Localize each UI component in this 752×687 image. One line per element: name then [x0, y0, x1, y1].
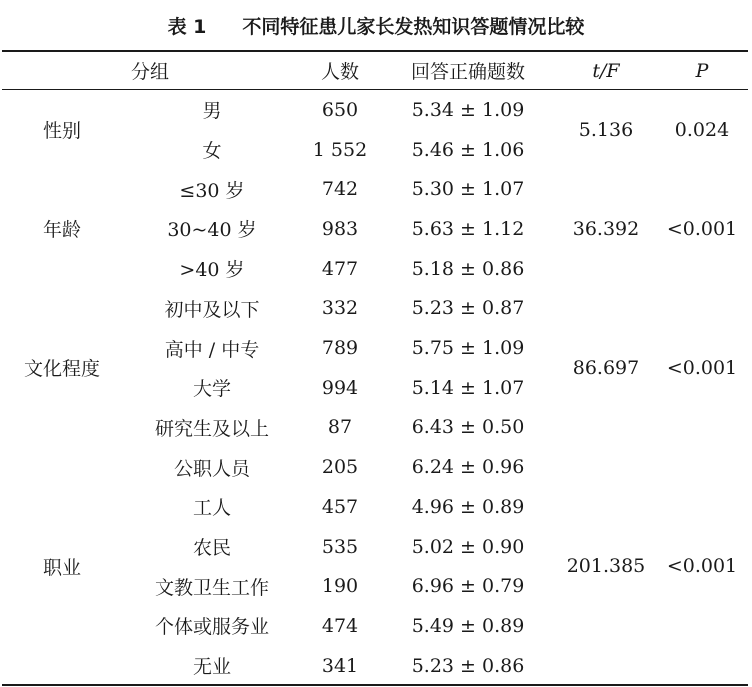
subgroup-label: 男	[202, 100, 222, 123]
subgroup-label: 初中及以下	[164, 298, 260, 321]
count-value: 341	[321, 654, 359, 677]
count-value: 742	[321, 178, 359, 201]
subgroup-label: 农民	[192, 537, 231, 560]
subgroup-label: 研究生及以上	[154, 417, 269, 440]
score-value: 5.75 ± 1.09	[411, 337, 525, 360]
group-label: 性别	[42, 120, 81, 143]
count-value: 535	[321, 535, 359, 558]
score-value: 5.14 ± 1.07	[411, 376, 525, 399]
score-value: 5.49 ± 0.89	[411, 614, 525, 637]
score-value: 4.96 ± 0.89	[411, 495, 525, 518]
subgroup-label: 无业	[192, 656, 231, 679]
count-value: 983	[321, 217, 359, 240]
count-value: 994	[321, 376, 359, 399]
group-p-value: <0.001	[666, 555, 738, 578]
count-value: 650	[321, 98, 359, 121]
group-p-value: <0.001	[666, 217, 738, 240]
count-value: 332	[321, 297, 359, 320]
table-title: 不同特征患儿家长发热知识答题情况比较	[242, 15, 585, 38]
score-value: 6.43 ± 0.50	[411, 416, 525, 439]
table-caption	[0, 0, 752, 50]
group-stat: 5.136	[578, 118, 634, 141]
group-stat: 36.392	[572, 217, 640, 240]
count-value: 1 552	[312, 138, 368, 161]
subgroup-label: 个体或服务业	[154, 616, 269, 639]
group-label: 年龄	[42, 219, 81, 242]
header-score: 回答正确题数	[410, 61, 525, 83]
score-value: 5.23 ± 0.87	[411, 297, 525, 320]
subgroup-label: 高中 / 中专	[164, 338, 260, 361]
header-group: 分组	[130, 61, 169, 83]
count-value: 474	[321, 614, 359, 637]
count-value: 87	[327, 416, 353, 439]
count-value: 457	[321, 495, 359, 518]
score-value: 5.02 ± 0.90	[411, 535, 525, 558]
header-count: 人数	[320, 61, 359, 83]
subgroup-label: 文教卫生工作	[154, 576, 269, 599]
header-stat: t/F	[592, 59, 620, 82]
score-value: 5.18 ± 0.86	[411, 257, 525, 280]
score-value: 6.96 ± 0.79	[411, 575, 525, 598]
group-label: 职业	[42, 556, 81, 579]
subgroup-label: >40 岁	[179, 259, 245, 282]
count-value: 190	[321, 575, 359, 598]
score-value: 5.34 ± 1.09	[411, 98, 525, 121]
table-number: 表 1	[167, 15, 207, 38]
count-value: 477	[321, 257, 359, 280]
group-p-value: 0.024	[674, 118, 730, 141]
subgroup-label: ≤30 岁	[179, 179, 245, 202]
count-value: 205	[321, 456, 359, 479]
subgroup-label: 工人	[192, 497, 231, 520]
subgroup-label: 公职人员	[173, 457, 250, 480]
group-label: 文化程度	[23, 358, 100, 381]
subgroup-label: 30~40 岁	[167, 219, 257, 242]
subgroup-label: 大学	[192, 378, 231, 401]
group-stat: 201.385	[566, 555, 646, 578]
score-value: 5.63 ± 1.12	[411, 217, 525, 240]
score-value: 5.46 ± 1.06	[411, 138, 525, 161]
group-stat: 86.697	[572, 356, 640, 379]
header-p: P	[695, 59, 709, 82]
score-value: 5.23 ± 0.86	[411, 654, 525, 677]
bottom-rule	[2, 684, 748, 686]
group-p-value: <0.001	[666, 356, 738, 379]
count-value: 789	[321, 337, 359, 360]
score-value: 6.24 ± 0.96	[411, 456, 525, 479]
score-value: 5.30 ± 1.07	[411, 178, 525, 201]
subgroup-label: 女	[202, 140, 222, 163]
